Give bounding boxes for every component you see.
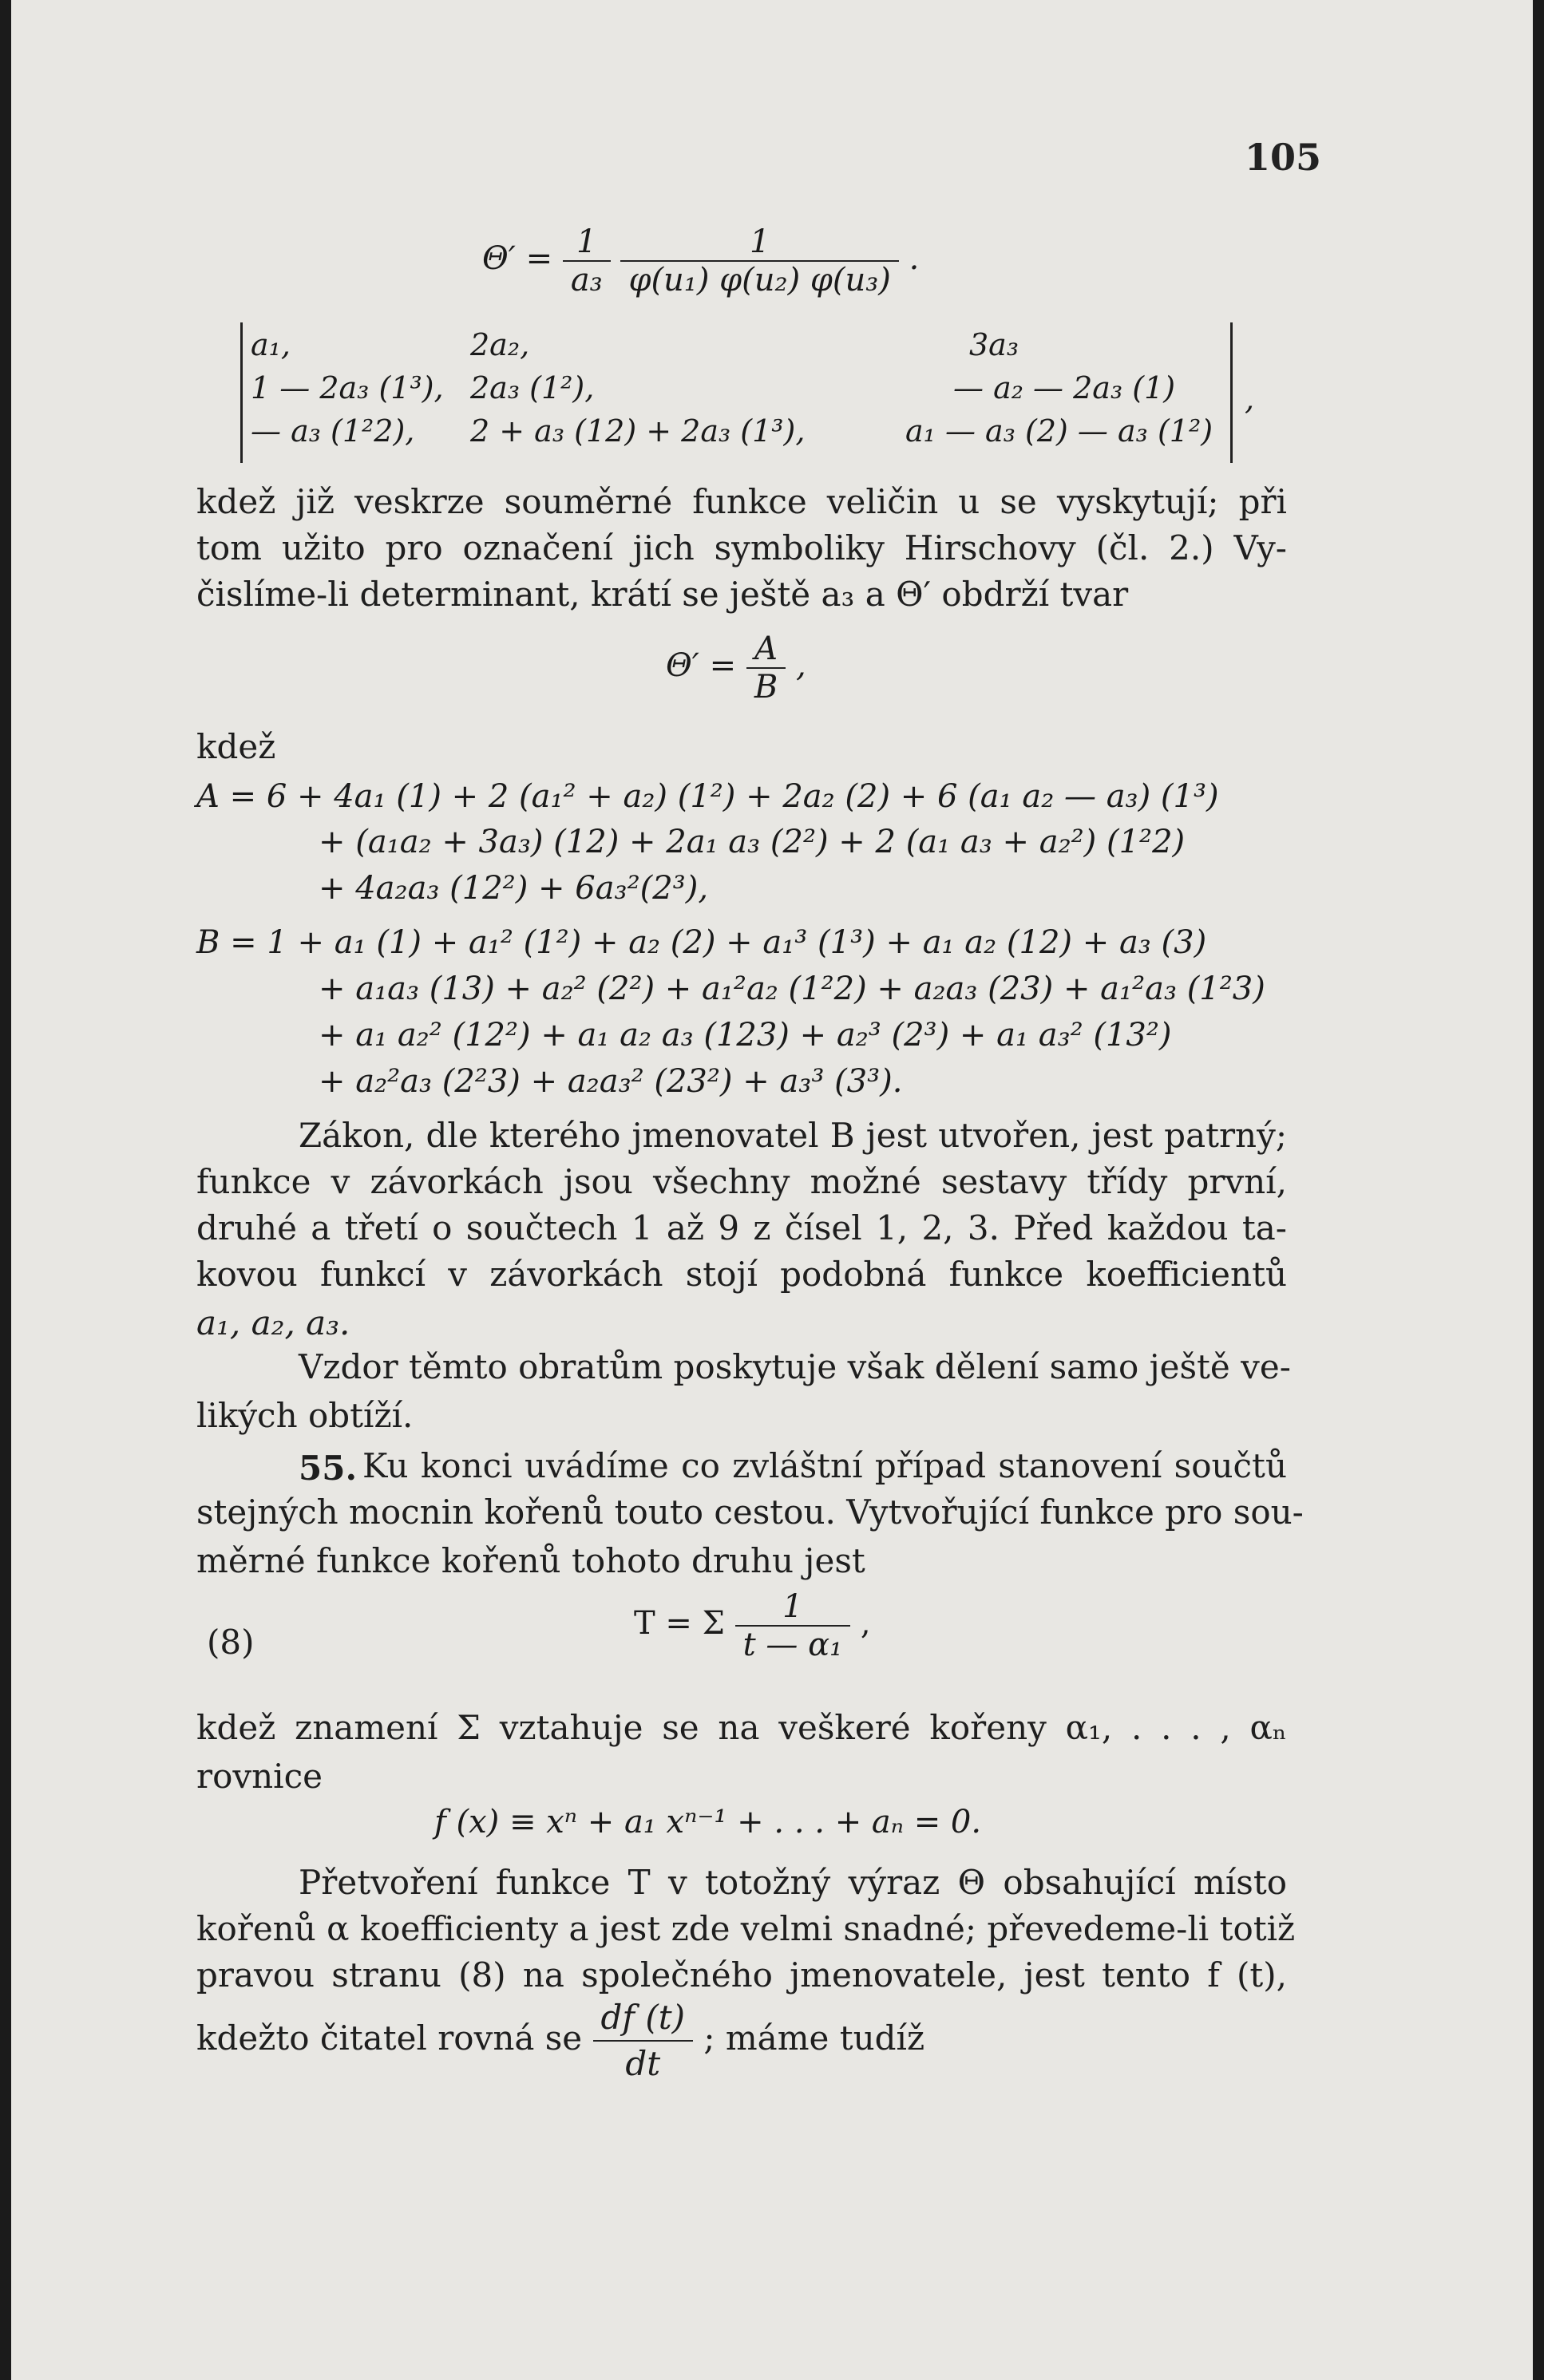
last-line-num: df (t)	[593, 1995, 693, 2042]
kdez-label: kdež	[196, 727, 276, 766]
eq8-lhs: T = Σ	[634, 1605, 725, 1642]
theta-frac1-num: 1	[563, 223, 611, 262]
matrix-r1c3: 3a₃	[969, 327, 1019, 362]
matrix-r1c1: a₁,	[251, 327, 291, 362]
para5-line2: rovnice	[196, 1757, 323, 1796]
A-line3: + 4a₂a₃ (12²) + 6a₃²(2³),	[319, 870, 709, 907]
matrix-r3c3: a₁ — a₃ (2) — a₃ (1²)	[905, 413, 1213, 449]
page-number: 105	[1245, 136, 1322, 179]
last-line	[196, 1995, 924, 2086]
para5-line1: kdež znamení Σ vztahuje se na veškeré kořeny α₁, . . . , αₙ	[196, 1708, 1287, 1747]
theta-ab-equation	[666, 631, 806, 706]
A-line2: + (a₁a₂ + 3a₃) (12) + 2a₁ a₃ (2²) + 2 (a₁ a₃ + a₂²) (1²2)	[319, 824, 1186, 860]
para6-line2: kořenů α koefficienty a jest zde velmi snadné; převedeme-li totiž	[196, 1909, 1296, 1948]
para6-line1: Přetvoření funkce T v totožný výraz Θ obsahující místo	[299, 1863, 1287, 1902]
theta-equation: Θ′ = $\frac{1}{\text{a₃}}$ $\frac{1}{\text{φ(u₁) φ(u₂) φ(u₃)}}$ .	[482, 223, 920, 298]
eq8-trail: ,	[860, 1605, 871, 1642]
section-55-number: 55.	[299, 1449, 358, 1488]
para1-line3: čislíme-li determinant, krátí se ještě a₃ a Θ′ obdrží tvar	[196, 575, 1129, 614]
last-line-post: ; máme tudíž	[703, 2018, 925, 2058]
para2-line4: kovou funkcí v závorkách stojí podobná funkce koefficientů	[196, 1255, 1287, 1294]
last-line-den: dt	[625, 2044, 661, 2083]
B-line3: + a₁ a₂² (12²) + a₁ a₂ a₃ (123) + a₂³ (2³) + a₁ a₃² (13²)	[319, 1017, 1172, 1054]
theta-frac2	[620, 223, 898, 298]
matrix-trail: ,	[1245, 382, 1255, 417]
matrix-r2c3: — a₂ — 2a₃ (1)	[953, 370, 1176, 405]
matrix-right-bar	[1230, 322, 1233, 463]
theta-ab-trail: ,	[795, 647, 806, 684]
matrix-r3c2: 2 + a₃ (12) + 2a₃ (1³),	[470, 413, 806, 449]
B-line2: + a₁a₃ (13) + a₂² (2²) + a₁²a₂ (1²2) + a₂a₃ (23) + a₁²a₃ (1²3)	[319, 971, 1265, 1007]
eq8-frac	[735, 1588, 851, 1663]
theta-ab-num: A	[746, 631, 786, 669]
B-line1: B = 1 + a₁ (1) + a₁² (1²) + a₂ (2) + a₁³ (1³) + a₁ a₂ (12) + a₃ (3)	[196, 924, 1207, 961]
theta-ab-lhs: Θ′ =	[666, 647, 737, 684]
last-line-pre: kdežto čitatel rovná se	[196, 2018, 583, 2058]
theta-lhs: Θ′ =	[482, 240, 553, 277]
para4-line3: měrné funkce kořenů tohoto druhu jest	[196, 1541, 865, 1580]
para1-line1: kdež již veskrze souměrné funkce veličin u se vyskytují; při	[196, 482, 1287, 521]
matrix-r2c2: 2a₃ (1²),	[470, 370, 595, 405]
para2-line2: funkce v závorkách jsou všechny možné sestavy třídy první,	[196, 1162, 1287, 1201]
matrix-r3c1: — a₃ (1²2),	[251, 413, 415, 449]
eq8-den: t — α₁	[742, 1627, 843, 1663]
para6-line3: pravou stranu (8) na společného jmenovatele, jest tento f (t),	[196, 1955, 1287, 1995]
eq8-num: 1	[735, 1588, 851, 1627]
page	[11, 0, 1533, 2380]
theta-frac2-num: 1	[620, 223, 898, 262]
para4-line1: Ku konci uvádíme co zvláštní případ stanovení součtů	[362, 1446, 1287, 1485]
para3-line1: Vzdor těmto obratům poskytuje však dělení samo ještě ve-	[299, 1347, 1291, 1386]
para2-line1: Zákon, dle kterého jmenovatel B jest utvořen, jest patrný;	[299, 1116, 1287, 1155]
para1-line2: tom užito pro označení jich symboliky Hirschovy (čl. 2.) Vy-	[196, 528, 1287, 567]
A-line1: A = 6 + 4a₁ (1) + 2 (a₁² + a₂) (1²) + 2a₂ (2) + 6 (a₁ a₂ — a₃) (1³)	[196, 778, 1219, 815]
fx-equation: f (x) ≡ xⁿ + a₁ xⁿ⁻¹ + . . . + aₙ = 0.	[434, 1804, 982, 1840]
para2-line3: druhé a třetí o součtech 1 až 9 z čísel 1, 2, 3. Před každou ta-	[196, 1208, 1287, 1247]
theta-frac1	[563, 223, 611, 298]
para4-line2: stejných mocnin kořenů touto cestou. Vytvořující funkce pro sou-	[196, 1492, 1304, 1532]
theta-ab-den: B	[754, 669, 778, 706]
eq8-label: (8)	[207, 1623, 255, 1662]
last-line-frac	[593, 1995, 693, 2086]
matrix-r2c1: 1 — 2a₃ (1³),	[251, 370, 444, 405]
para3-line2: likých obtíží.	[196, 1396, 414, 1435]
theta-ab-frac	[746, 631, 786, 706]
theta-frac2-den: φ(u₁) φ(u₂) φ(u₃)	[628, 262, 891, 298]
para2-line5: a₁, a₂, a₃.	[196, 1303, 350, 1342]
matrix-left-bar	[240, 322, 243, 463]
eq8	[634, 1588, 871, 1663]
B-line4: + a₂²a₃ (2²3) + a₂a₃² (23²) + a₃³ (3³).	[319, 1063, 903, 1100]
theta-frac1-den: a₃	[570, 262, 603, 298]
matrix-r1c2: 2a₂,	[470, 327, 530, 362]
